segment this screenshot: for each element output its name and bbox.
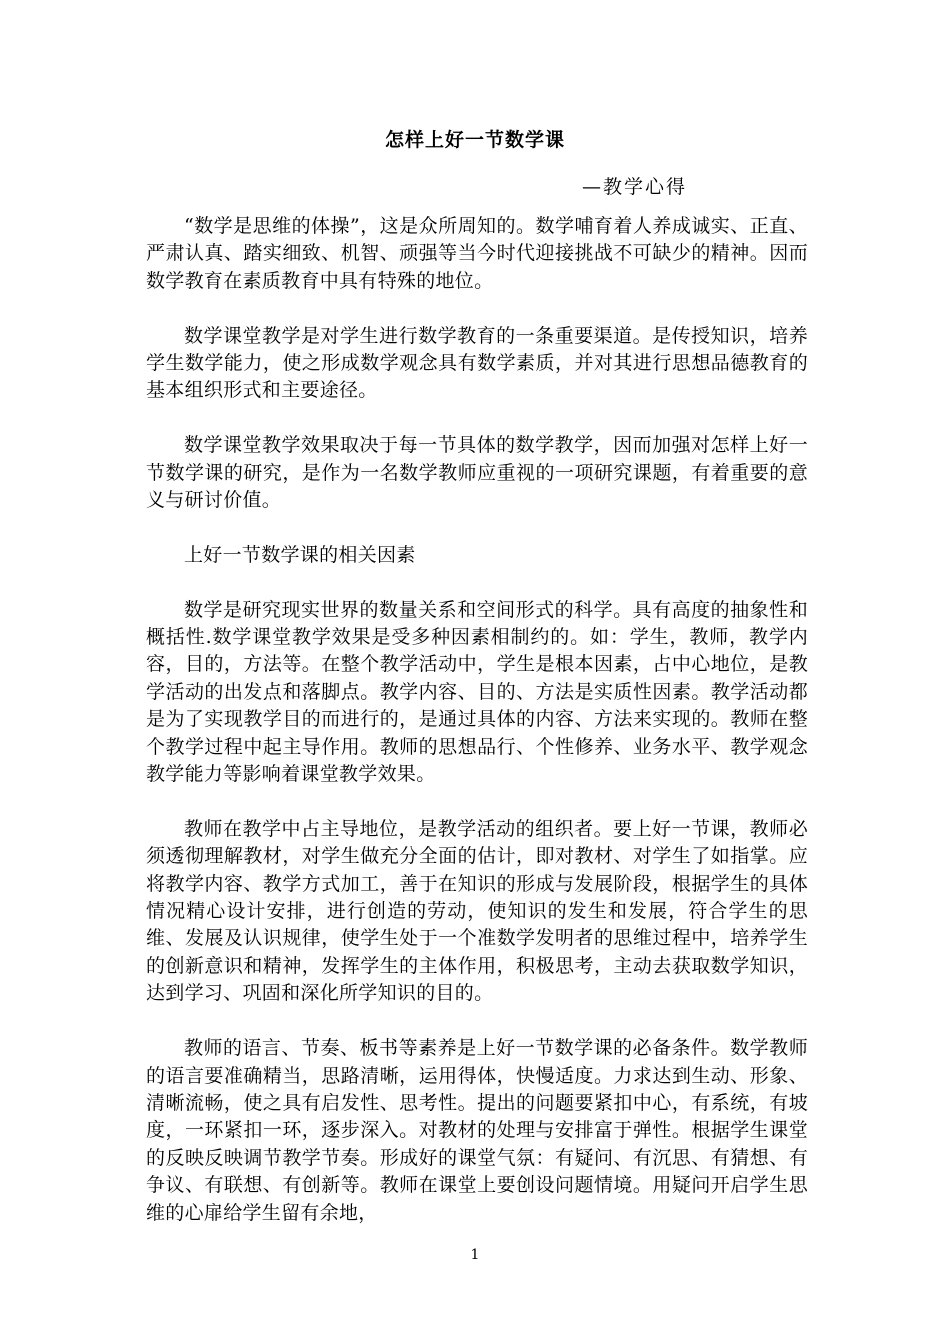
paragraph: 数学是研究现实世界的数量关系和空间形式的科学。具有高度的抽象性和概括性.数学课堂教学效果是受多种因素相制约的。如：学生，教师，教学内容，目的，方法等。在整个教学活动中，学生是根本因素，占中心地位，是教学活动的出发点和落脚点。教学内容、目的、方法是实质性因素。教学活动都是为了实现教学目的而进行的，是通过具体的内容、方法来实现的。教师在整个教学过程中起主导作用。教师的思想品行、个性修养、业务水平、教学观念教学能力等影响着课堂教学效果。: [146, 598, 808, 786]
paragraph: 教师的语言、节奏、板书等素养是上好一节数学课的必备条件。数学教师的语言要准确精当，思路清晰，运用得体，快慢适度。力求达到生动、形象、清晰流畅，使之具有启发性、思考性。提出的问题要紧扣中心，有系统，有坡度，一环紧扣一环，逐步深入。对教材的处理与安排富于弹性。根据学生课堂的反映反映调节教学节奏。形成好的课堂气氛：有疑问、有沉思、有猜想、有争议、有联想、有创新等。教师在课堂上要创设问题情境。用疑问开启学生思维的心扉给学生留有余地，: [146, 1037, 808, 1224]
document-body: [146, 213, 808, 1254]
page-number: 1: [470, 1247, 480, 1263]
paragraph: 教师在教学中占主导地位，是教学活动的组织者。要上好一节课，教师必须透彻理解教材，对学生做充分全面的估计，即对教材、对学生了如指掌。应将教学内容、教学方式加工，善于在知识的形成与发展阶段，根据学生的具体情况精心设计安排，进行创造的劳动，使知识的发生和发展，符合学生的思维、发展及认识规律，使学生处于一个准数学发明者的思维过程中，培养学生的创新意识和精神，发挥学生的主体作用，积极思考，主动去获取数学知识，达到学习、巩固和深化所学知识的目的。: [146, 817, 808, 1005]
paragraph: 数学课堂教学效果取决于每一节具体的数学教学，因而加强对怎样上好一节数学课的研究，是作为一名数学教师应重视的一项研究课题，有着重要的意义与研讨价值。: [146, 434, 808, 512]
paragraph: “数学是思维的体操”，这是众所周知的。数学哺育着人养成诚实、正直、严肃认真、踏实细致、机智、顽强等当今时代迎接挑战不可缺少的精神。因而数学教育在素质教育中具有特殊的地位。: [146, 215, 808, 292]
section-heading: 上好一节数学课的相关因素: [184, 543, 416, 566]
paragraph: 数学课堂教学是对学生进行数学教育的一条重要渠道。是传授知识，培养学生数学能力，使之形成数学观念具有数学素质，并对其进行思想品德教育的基本组织形式和主要途径。: [146, 324, 808, 402]
document-title: 怎样上好一节数学课: [384, 129, 565, 151]
document-subtitle: —教学心得: [582, 176, 688, 198]
